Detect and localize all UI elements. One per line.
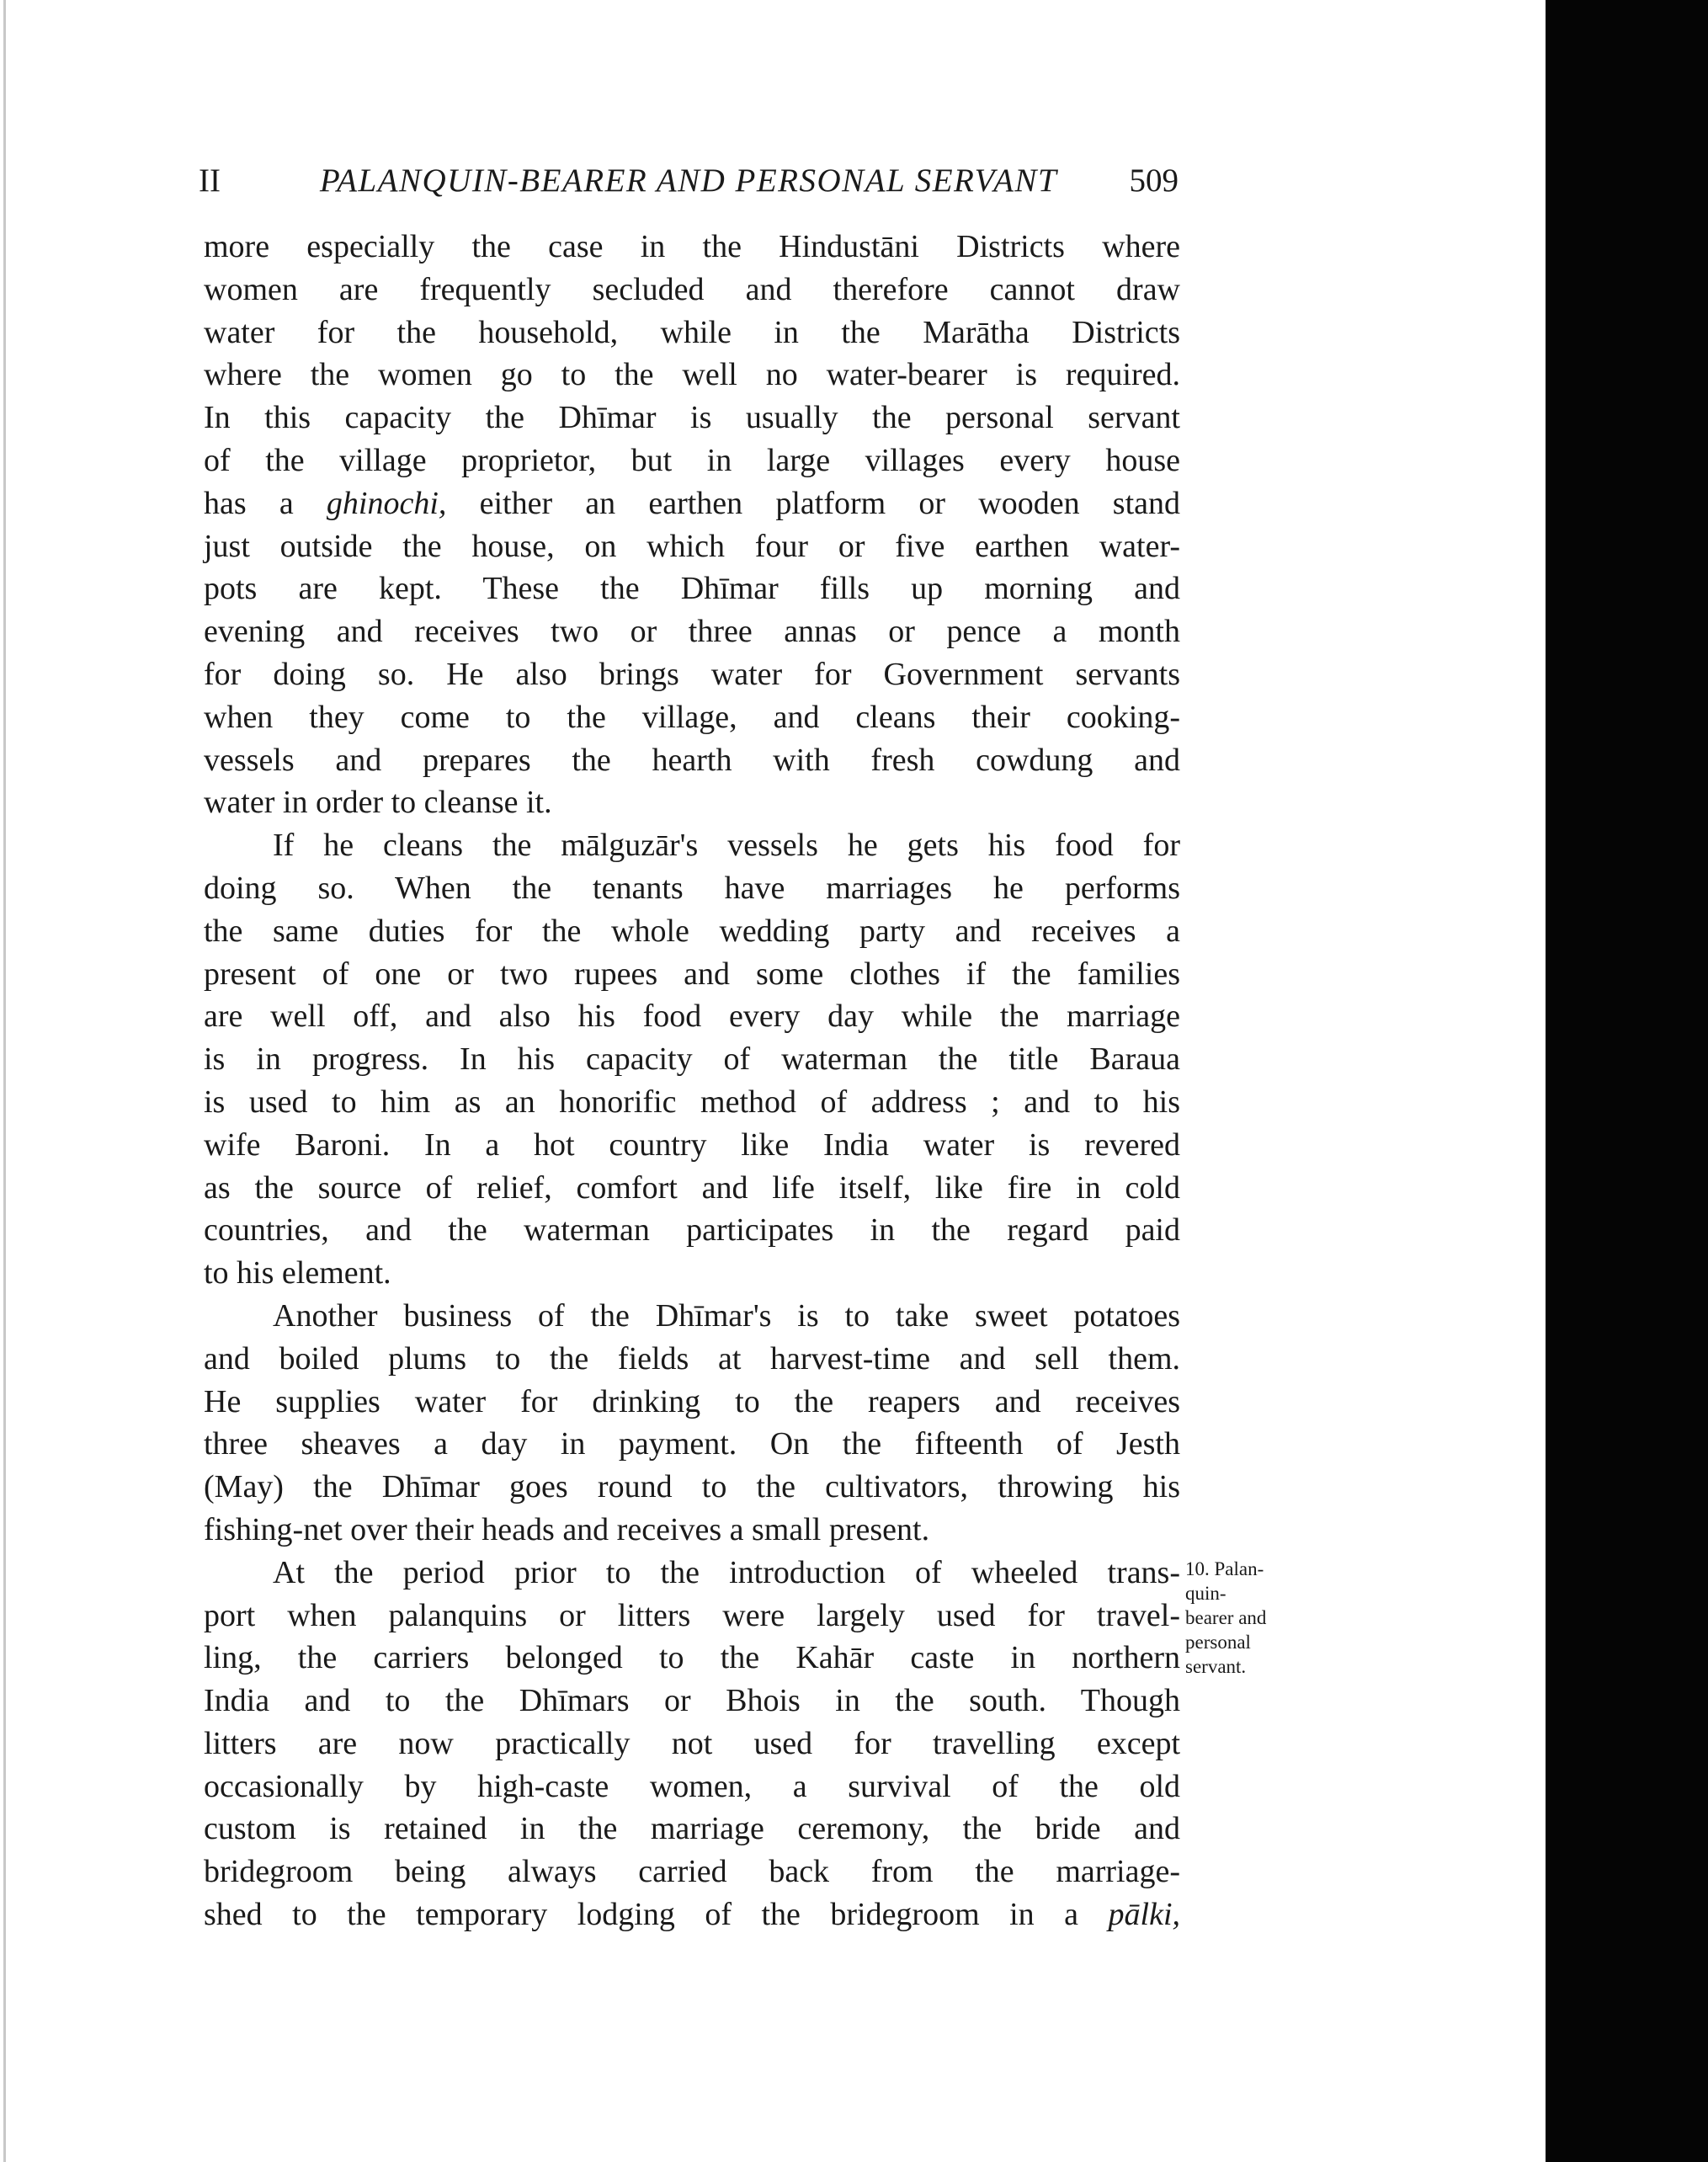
text-line: when they come to the village, and cleans their cooking- bbox=[204, 699, 1180, 735]
margin-note-line: bearer and bbox=[1185, 1607, 1267, 1628]
text-line: custom is retained in the marriage ceremony, the bride and bbox=[204, 1811, 1180, 1847]
text-line: for doing so. He also brings water for Government servants bbox=[204, 656, 1180, 692]
text-line: vessels and prepares the hearth with fresh cowdung and bbox=[204, 742, 1180, 778]
text-line: doing so. When the tenants have marriages he performs bbox=[204, 870, 1180, 906]
text-line: is in progress. In his capacity of waterman the title Baraua bbox=[204, 1041, 1180, 1078]
text-line: port when palanquins or litters were largely used for travel- bbox=[204, 1597, 1180, 1633]
margin-note-line: 10. Palan- bbox=[1185, 1558, 1264, 1579]
text-line: countries, and the waterman participates in the regard paid bbox=[204, 1212, 1180, 1249]
text-line: water in order to cleanse it. bbox=[204, 785, 552, 821]
scan-shadow-left bbox=[3, 0, 6, 2162]
text-line: women are frequently secluded and therefore cannot draw bbox=[204, 271, 1180, 307]
italic-term: pālki, bbox=[1108, 1897, 1180, 1933]
text-line: to his element. bbox=[204, 1255, 391, 1291]
text-line: litters are now practically not used for travelling except bbox=[204, 1725, 1180, 1761]
text-line: bridegroom being always carried back from the marriage- bbox=[204, 1854, 1180, 1890]
text-line: If he cleans the mālguzār's vessels he gets his food for bbox=[273, 828, 1180, 864]
text-line: fishing-net over their heads and receives a small present. bbox=[204, 1511, 930, 1547]
text-line: He supplies water for drinking to the reapers and receives bbox=[204, 1383, 1180, 1419]
text-line: more especially the case in the Hindustāni Districts where bbox=[204, 229, 1180, 264]
text-line: pots are kept. These the Dhīmar fills up morning and bbox=[204, 571, 1180, 607]
body-text bbox=[204, 226, 1180, 1936]
text-span: shed to the temporary lodging of the bridegroom in a bbox=[204, 1897, 1109, 1933]
text-line: as the source of relief, comfort and life itself, like fire in cold bbox=[204, 1169, 1180, 1206]
text-line bbox=[204, 1893, 1180, 1936]
text-line: Another business of the Dhīmar's is to take sweet potatoes bbox=[273, 1297, 1180, 1334]
text-line: of the village proprietor, but in large villages every house bbox=[204, 442, 1180, 478]
text-span: either an earthen platform or wooden stand bbox=[446, 485, 1180, 521]
text-line: evening and receives two or three annas or pence a month bbox=[204, 614, 1180, 650]
text-line: present of one or two rupees and some clothes if the families bbox=[204, 956, 1180, 992]
text-line: and boiled plums to the fields at harvest-time and sell them. bbox=[204, 1340, 1180, 1377]
margin-note-line: servant. bbox=[1185, 1656, 1247, 1677]
text-line: three sheaves a day in payment. On the fifteenth of Jesth bbox=[204, 1426, 1180, 1462]
text-line: At the period prior to the introduction of wheeled trans- bbox=[273, 1554, 1180, 1590]
text-line: (May) the Dhīmar goes round to the cultivators, throwing his bbox=[204, 1469, 1180, 1505]
text-line: wife Baroni. In a hot country like India water is revered bbox=[204, 1126, 1180, 1163]
text-line: occasionally by high-caste women, a survival of the old bbox=[204, 1768, 1180, 1804]
text-line: water for the household, while in the Marātha Districts bbox=[204, 314, 1180, 350]
page-header bbox=[199, 162, 1179, 204]
scan-border-right bbox=[1546, 0, 1708, 2162]
margin-note-line: personal bbox=[1185, 1632, 1251, 1653]
text-line: the same duties for the whole wedding party and receives a bbox=[204, 913, 1180, 949]
text-line bbox=[204, 482, 1180, 525]
italic-term: ghinochi, bbox=[326, 485, 447, 521]
margin-note-line: quin- bbox=[1185, 1583, 1226, 1604]
chapter-number: II bbox=[199, 162, 221, 199]
text-line: where the women go to the well no water-bearer is required. bbox=[204, 357, 1180, 393]
margin-note bbox=[1185, 1557, 1328, 1679]
running-title: PALANQUIN-BEARER AND PERSONAL SERVANT bbox=[319, 162, 1058, 199]
text-line: India and to the Dhīmars or Bhois in the south. Though bbox=[204, 1683, 1180, 1719]
text-line: are well off, and also his food every day while the marriage bbox=[204, 998, 1180, 1035]
text-line: is used to him as an honorific method of address ; and to his bbox=[204, 1084, 1180, 1120]
text-line: In this capacity the Dhīmar is usually the personal servant bbox=[204, 400, 1180, 436]
text-line: just outside the house, on which four or five earthen water- bbox=[204, 528, 1180, 564]
text-span: has a bbox=[204, 485, 327, 521]
page-number: 509 bbox=[1129, 162, 1179, 199]
text-line: ling, the carriers belonged to the Kahār caste in northern bbox=[204, 1640, 1180, 1676]
